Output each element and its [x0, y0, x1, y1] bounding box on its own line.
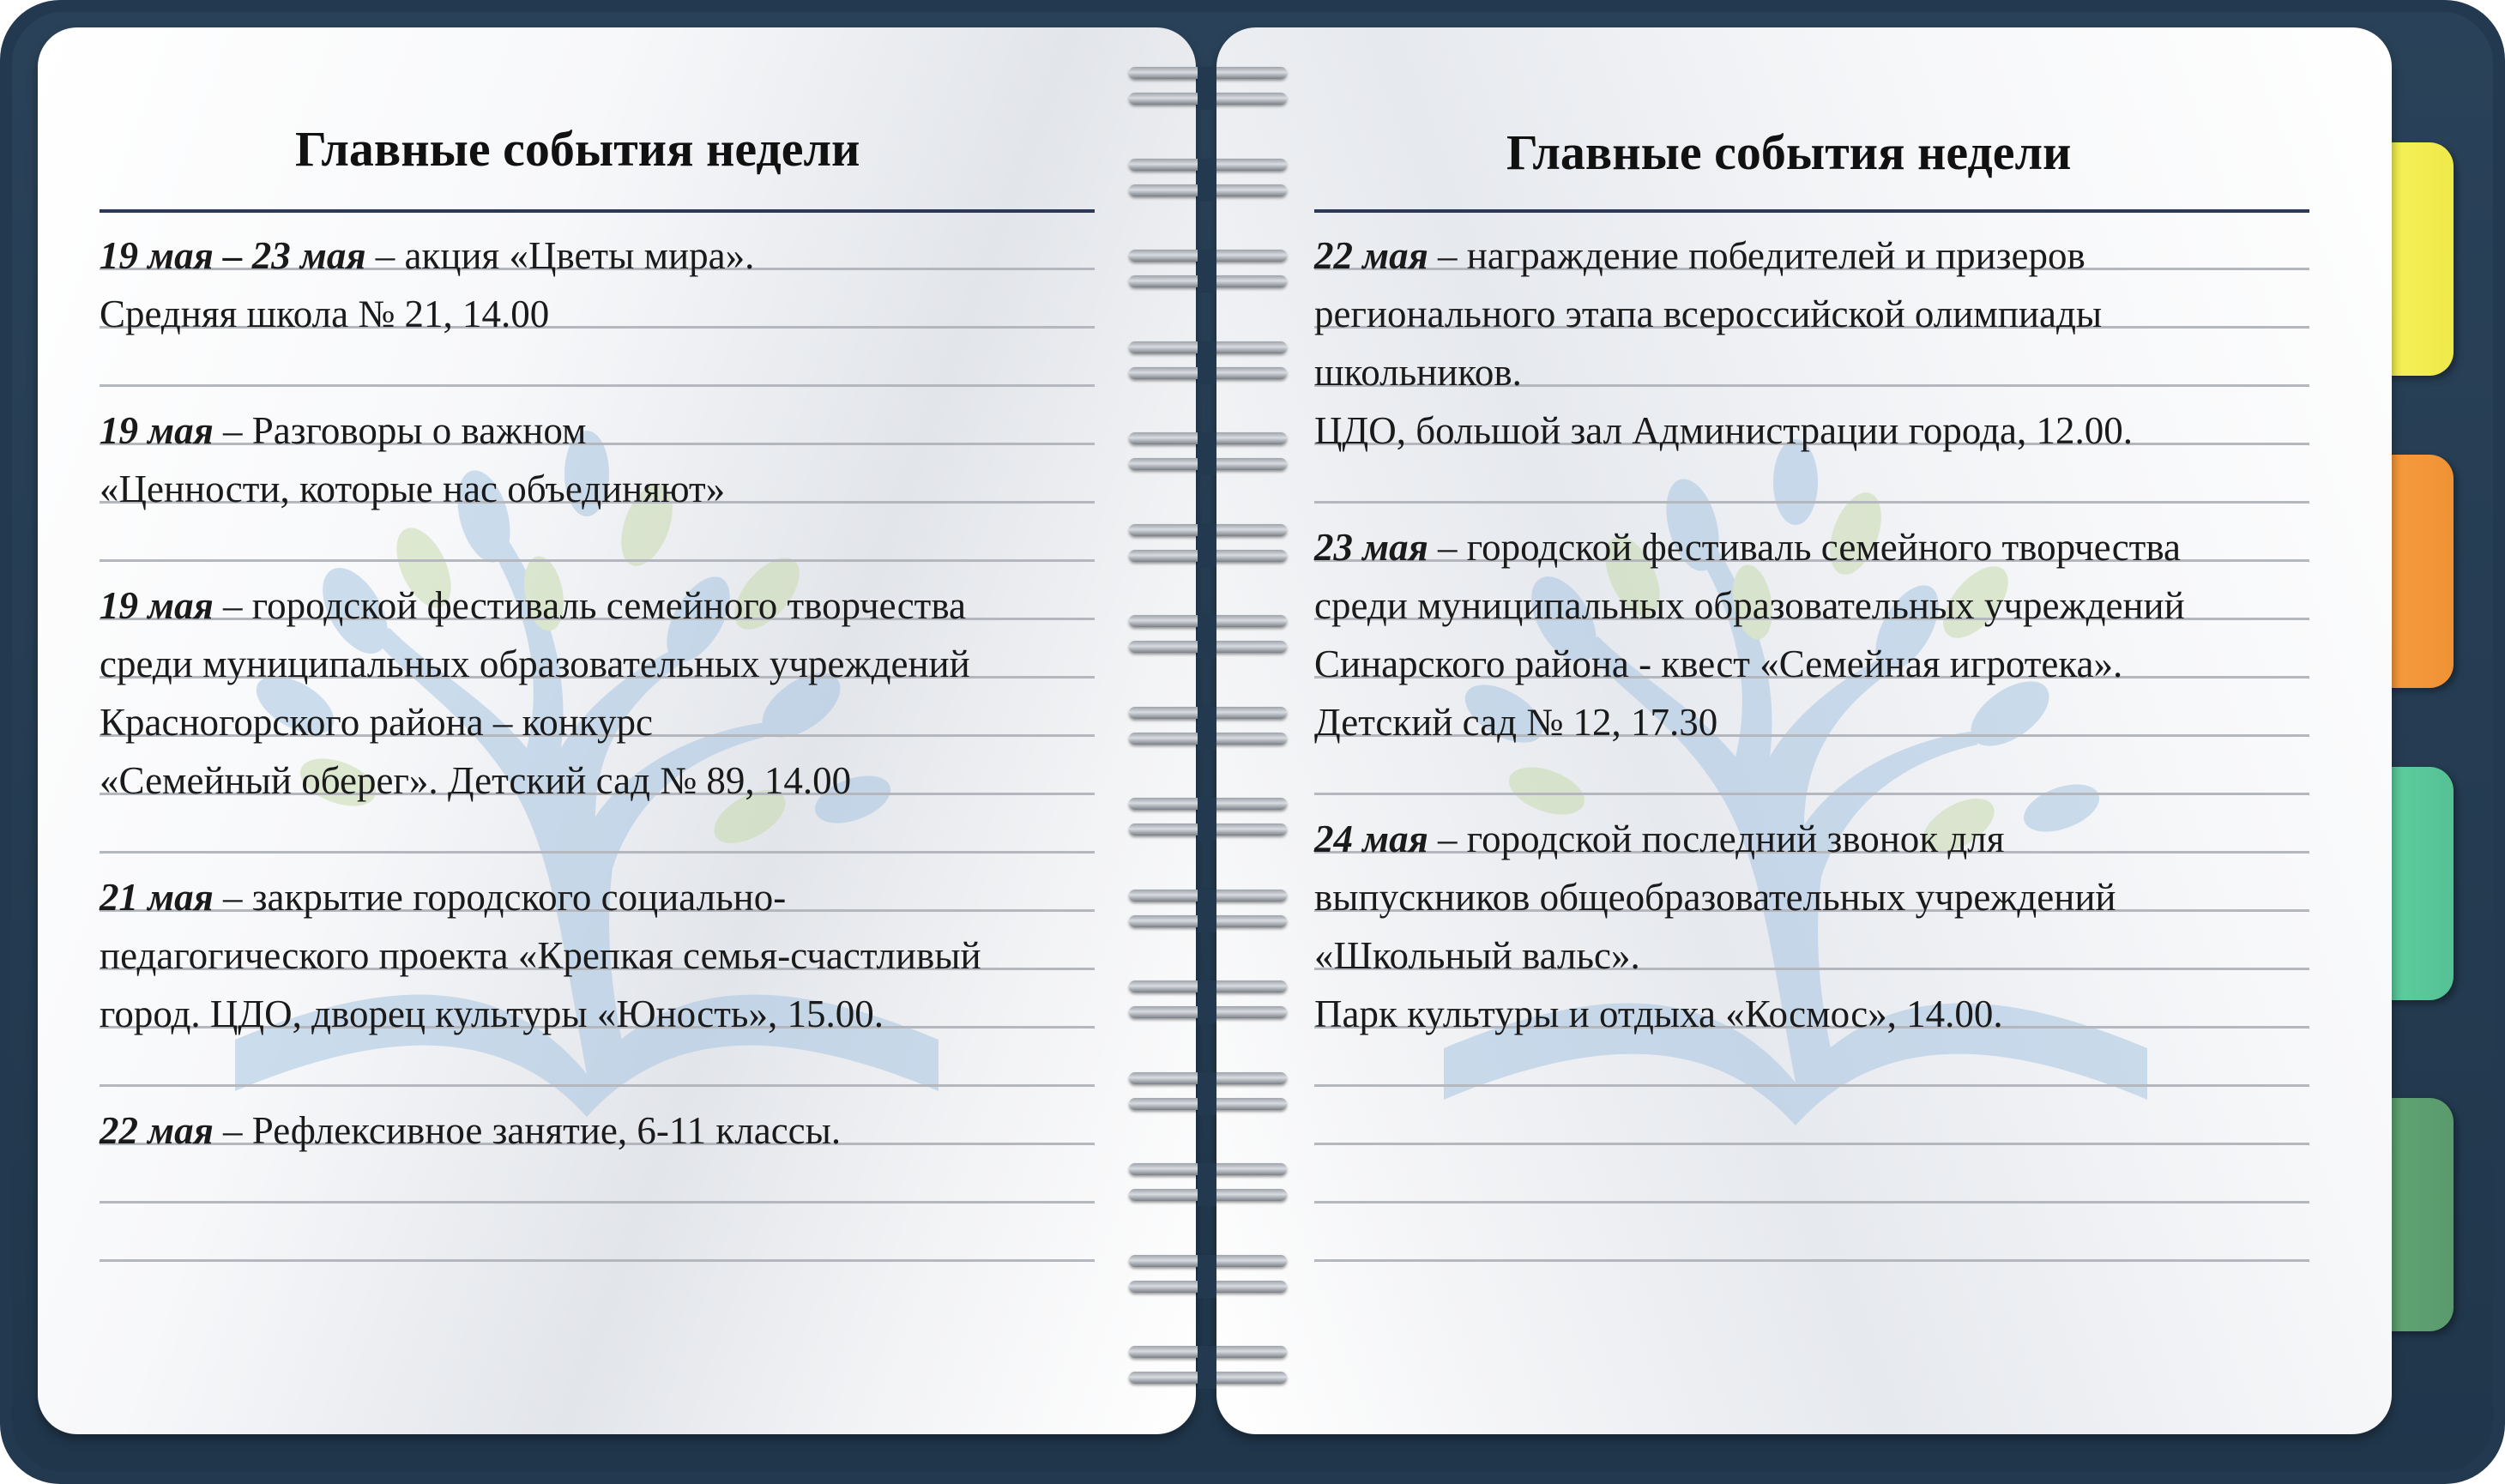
- left-page-title: Главные события недели: [295, 121, 860, 177]
- right-page-title: Главные события недели: [1506, 124, 2072, 180]
- spiral-ring: [1129, 67, 1287, 110]
- event-item: 21 мая – закрытие городского социально- педагогического проекта «Крепкая семья-счастливый город. ЦДО, дворец культуры «Юность», 15.00.: [100, 876, 981, 1035]
- left-page: [38, 27, 1196, 1434]
- spiral-ring: [1129, 798, 1287, 841]
- event-item: 19 мая – городской фестиваль семейного творчества среди муниципальных образовательных учреждений Красногорского района – конкурс «Семейный оберег». Детский сад № 89, 14.00: [100, 584, 970, 802]
- spiral-ring: [1129, 524, 1287, 567]
- right-events-list: [1314, 226, 2361, 1101]
- event-date: 19 мая: [100, 409, 214, 452]
- event-date: 24 мая: [1314, 817, 1428, 860]
- event-date: 21 мая: [100, 876, 214, 919]
- right-page: [1216, 27, 2392, 1434]
- event-item: 23 мая – городской фестиваль семейного творчества среди муниципальных образовательных учреждений Синарского района - квест «Семейная игротека». Детский сад № 12, 17.30: [1314, 526, 2185, 744]
- spiral-ring: [1129, 615, 1287, 658]
- spiral-ring: [1129, 1346, 1287, 1389]
- event-date: 22 мая: [1314, 234, 1428, 277]
- event-date: 19 мая: [100, 584, 214, 627]
- left-events-list: [100, 226, 1129, 1218]
- event-date: 19 мая – 23 мая: [100, 234, 366, 277]
- spiral-ring: [1129, 1255, 1287, 1298]
- event-item: 19 мая – 23 мая – акция «Цветы мира». Средняя школа № 21, 14.00: [100, 234, 755, 335]
- spiral-ring: [1129, 707, 1287, 750]
- spiral-ring: [1129, 1163, 1287, 1206]
- spiral-ring: [1129, 1072, 1287, 1115]
- event-item: 24 мая – городской последний звонок для выпускников общеобразовательных учреждений «Школьный вальс». Парк культуры и отдыха «Космос», 14.00.: [1314, 817, 2116, 1035]
- spiral-ring: [1129, 980, 1287, 1023]
- event-date: 23 мая: [1314, 526, 1428, 569]
- event-item: 22 мая – Рефлексивное занятие, 6-11 классы.: [100, 1109, 842, 1152]
- spiral-ring: [1129, 159, 1287, 202]
- event-date: 22 мая: [100, 1109, 214, 1152]
- event-item: 19 мая – Разговоры о важном «Ценности, которые нас объединяют»: [100, 409, 726, 510]
- spiral-binding: [1129, 67, 1287, 1405]
- spiral-ring: [1129, 432, 1287, 475]
- event-item: 22 мая – награждение победителей и призеров регионального этапа всероссийской олимпиады школьников. ЦДО, большой зал Администрации города, 12.00.: [1314, 234, 2133, 452]
- spiral-ring: [1129, 341, 1287, 384]
- spiral-ring: [1129, 250, 1287, 293]
- spiral-ring: [1129, 890, 1287, 932]
